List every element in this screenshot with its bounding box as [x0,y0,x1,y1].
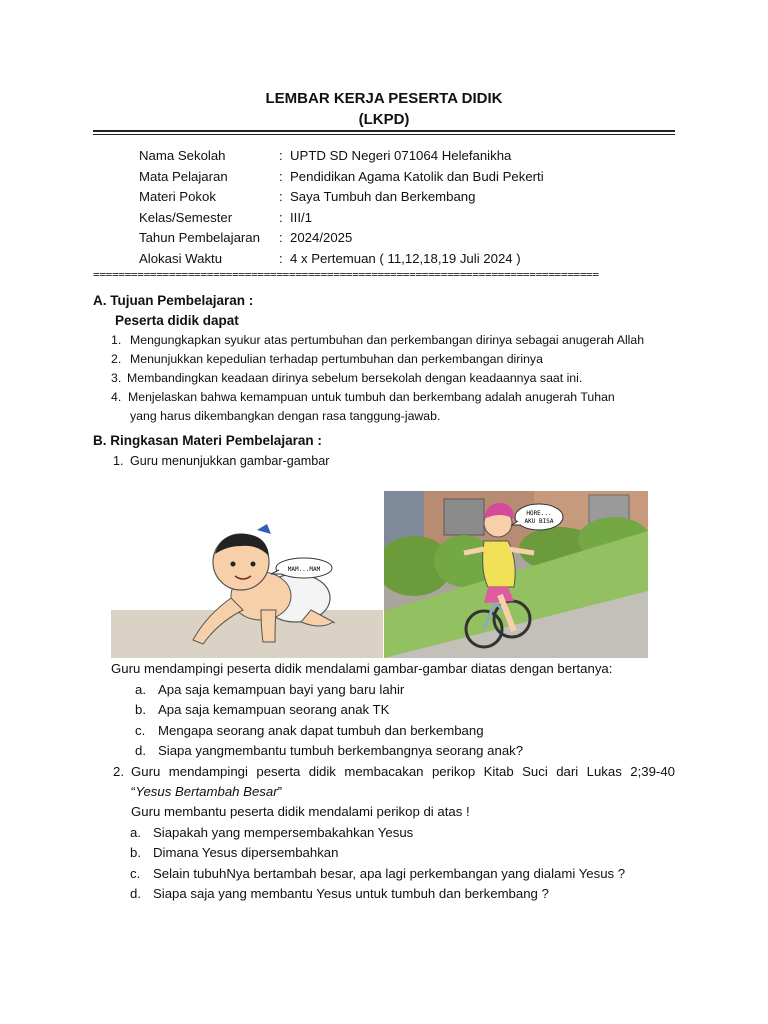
question-item: Mengapa seorang anak dapat tumbuh dan berkembang [158,723,484,738]
girl-speech-line1: HORE... [526,510,552,517]
info-colon: : [279,230,283,245]
info-label: Nama Sekolah [139,148,226,163]
info-label: Tahun Pembelajaran [139,230,260,245]
info-colon: : [279,189,283,204]
goal-number: 4. [111,390,122,404]
goal-item: Membandingkan keadaan dirinya sebelum bersekolah dengan keadaannya saat ini. [127,371,583,385]
question-item: Apa saja kemampuan bayi yang baru lahir [158,682,405,697]
info-colon: : [279,148,283,163]
question-item: Apa saja kemampuan seorang anak TK [158,702,390,717]
crawling-baby-illustration [111,518,383,658]
question-letter: c. [135,723,146,738]
question-letter: b. [135,702,146,717]
goal-item-continuation: yang harus dikembangkan dengan rasa tanggung-jawab. [130,409,441,423]
question-letter: d. [135,743,146,758]
title-rule-thin [93,134,675,135]
info-label: Mata Pelajaran [139,168,228,184]
title-rule-thick [93,130,675,132]
question-item: Siapa yangmembantu tumbuh berkembangnya seorang anak? [158,743,524,758]
doc-subtitle: (LKPD) [358,111,410,128]
info-row-subject [139,169,679,190]
info-label: Kelas/Semester [139,209,233,225]
step2-guide: Guru membantu peserta didik mendalami perikop di atas ! [131,804,470,819]
question-item: Siapa saja yang membantu Yesus untuk tumbuh dan berkembang ? [153,886,549,901]
goal-item: Mengungkapkan syukur atas pertumbuhan dan perkembangan dirinya sebagai anugerah Allah [130,333,645,347]
pericope-close-quote: ” [277,784,283,799]
baby-speech-text: MAM...MAM [287,566,321,573]
info-value: 2024/2025 [290,230,353,245]
goal-item: Menjelaskan bahwa kemampuan untuk tumbuh dan berkembang adalah anugerah Tuhan [128,390,615,404]
goal-number: 1. [111,333,122,347]
info-row-topic [139,189,679,210]
step-text: Guru mendampingi peserta didik membacakan perikop Kitab Suci dari Lukas 2;39-40 [131,764,675,779]
info-value: III/1 [290,209,312,225]
question-letter: a. [135,682,146,697]
guide-text: Guru mendampingi peserta didik mendalami gambar-gambar diatas dengan bertanya: [111,661,613,676]
question-item: Dimana Yesus dipersembahkan [153,845,339,860]
question-item: Siapakah yang mempersembakahkan Yesus [153,825,414,840]
info-label: Materi Pokok [139,189,216,204]
goal-number: 3. [111,371,122,385]
goal-number: 2. [111,352,122,366]
pericope-title-line [131,784,282,799]
info-value: 4 x Pertemuan ( 11,12,18,19 Juli 2024 ) [290,250,521,266]
question-letter: d. [130,886,141,901]
info-label: Alokasi Waktu [139,250,223,266]
girl-bicycle-illustration [384,491,648,658]
doc-title: LEMBAR KERJA PESERTA DIDIK [265,90,503,107]
info-row-class [139,210,679,231]
goal-item: Menunjukkan kepedulian terhadap pertumbuhan dan perkembangan dirinya [130,352,543,366]
pericope-title: Yesus Bertambah Besar [135,784,278,799]
separator-line: ================================================================================ [93,268,599,281]
step-number: 2. [113,764,124,779]
info-table [139,148,679,271]
question-letter: c. [130,866,141,881]
info-colon: : [279,250,283,266]
info-value: UPTD SD Negeri 071064 Helefanikha [290,148,512,163]
question-letter: a. [130,825,141,840]
question-item: Selain tubuhNya bertambah besar, apa lagi perkembangan yang dialami Yesus ? [153,866,626,881]
info-colon: : [279,209,283,225]
girl-speech-line2: AKU BISA [524,518,554,525]
step-text: Guru menunjukkan gambar-gambar [130,454,330,468]
info-row-school [139,148,679,169]
info-value: Pendidikan Agama Katolik dan Budi Pekerti [290,168,544,184]
info-row-year [139,230,679,251]
info-value: Saya Tumbuh dan Berkembang [290,189,476,204]
section-a-subheading: Peserta didik dapat [115,313,239,328]
info-colon: : [279,168,283,184]
pericope-open-quote: “ [131,784,136,799]
section-a-heading: A. Tujuan Pembelajaran : [93,293,254,308]
question-letter: b. [130,845,141,860]
step-number: 1. [113,454,124,468]
section-b-heading: B. Ringkasan Materi Pembelajaran : [93,433,322,448]
